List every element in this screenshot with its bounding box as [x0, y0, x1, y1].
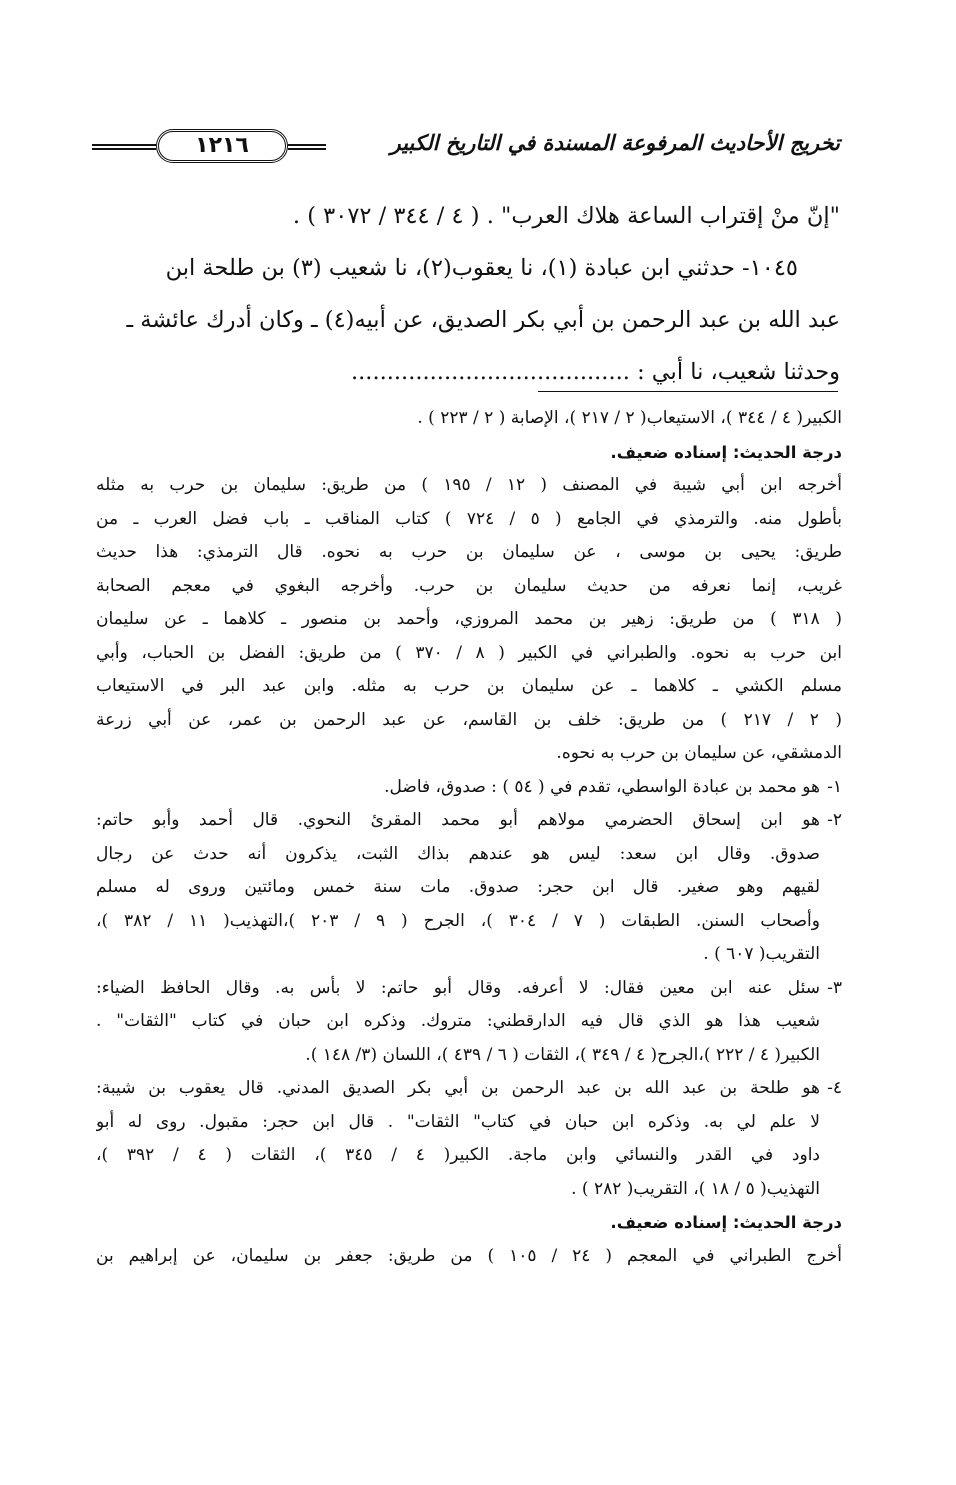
footnote-1 [96, 771, 842, 805]
takhrij-line: ابن حرب به نحوه. والطبراني في الكبير ( ٨ / ٣٧٠ ) من طريق: الفضل بن الحباب، وأبي [96, 642, 842, 663]
footnote-number: ٣- [827, 977, 842, 998]
hadith-grade-heading: درجة الحديث: إسناده ضعيف. [610, 1213, 842, 1232]
footnote-line: وأصحاب السنن. الطبقات ( ٧ / ٣٠٤ )، الجرح ( ٩ / ٢٠٣ )،التهذيب( ١١ / ٣٨٢ )، [96, 910, 820, 931]
footnote-line: التقريب( ٦٠٧ ) . [703, 944, 820, 964]
footnote-4 [96, 1072, 842, 1206]
footnote-line: داود في القدر والنسائي وابن ماجة. الكبير( ٤ / ٣٤٥ )، الثقات ( ٤ / ٣٩٢ )، [96, 1145, 820, 1165]
footnote-line: شعيب هذا هو الذي قال فيه الدارقطني: متروك. وذكره ابن حبان في كتاب "الثقات" . [96, 1011, 820, 1031]
main-text-line: "إنّ منْ إقتراب الساعة هلاك العرب" . ( ٤ / ٣٤٤ / ٣٠٧٢ ) . [292, 203, 840, 229]
header-rule-middle [288, 144, 326, 150]
hadith-1045-opening-line: ١٠٤٥- حدثني ابن عبادة (١)، نا يعقوب(٢)، نا شعيب (٣) بن طلحة ابن [165, 255, 798, 281]
references-line: الكبير( ٤ / ٣٤٤ )، الاستيعاب( ٢ / ٢١٧ )، الإصابة ( ٢ / ٢٢٣ ) . [417, 408, 842, 428]
takhrij-line: غريب، إنما نعرفه من حديث سليمان بن حرب. وأخرجه البغوي في معجم الصحابة [96, 575, 842, 596]
main-text [96, 190, 840, 398]
footnote-line: الكبير( ٤ / ٢٢٢ )،الجرح( ٤ / ٣٤٩ )، الثقات ( ٦ / ٤٣٩ )، اللسان (٣/ ١٤٨ ). [305, 1044, 820, 1065]
takhrij-line: أخرج الطبراني في المعجم ( ٢٤ / ١٠٥ ) من طريق: جعفر بن سليمان، عن إبراهيم بن [96, 1245, 842, 1266]
footnote-line: سئل عنه ابن معين فقال: لا أعرفه. وقال أبو حاتم: لا بأس به. وقال الحافظ الضياء: [96, 977, 820, 998]
header-rule-left [92, 144, 156, 150]
main-text-line: وحدثنا شعيب، نا أبي : ....................................... [350, 359, 840, 385]
takhrij-line: ( ٢ / ٢١٧ ) من طريق: خلف بن القاسم، عن عبد الرحمن بن عمر، عن أبي زرعة [96, 709, 842, 730]
footnote-number: ٤- [827, 1078, 842, 1098]
takhrij-line: أخرجه ابن أبي شيبة في المصنف ( ١٢ / ١٩٥ ) من طريق: سليمان بن حرب به مثله [96, 475, 842, 495]
footnote-line: هو طلحة بن عبد الله بن عبد الرحمن بن أبي بكر الصديق المدني. قال يعقوب بن شيبة: [96, 1078, 820, 1098]
footnote-line: صدوق. وقال ابن سعد: ليس هو عندهم بذاك الثبت، يذكرون أنه حدث عن رجال [96, 843, 820, 864]
footnote-line: لا علم لي به. وذكره ابن حبان في كتاب" الثقات" . قال ابن حجر: مقبول. روى له أبو [96, 1111, 820, 1132]
page-header [92, 126, 840, 170]
takhrij-line: بأطول منه. والترمذي في الجامع ( ٥ / ٧٢٤ ) كتاب المناقب ـ باب فضل العرب ـ من [96, 508, 842, 529]
page-number: ١٢١٦ [156, 129, 288, 163]
footnote-line: هو محمد بن عبادة الواسطي، تقدم في ( ٥٤ ) : صدوق، فاضل. [384, 776, 820, 797]
running-title: تخريج الأحاديث المرفوعة المسندة في التاريخ الكبير [390, 130, 840, 155]
footnote-2 [96, 804, 842, 972]
hadith-grade-heading: درجة الحديث: إسناده ضعيف. [610, 442, 842, 462]
footnote-number: ٢- [827, 810, 842, 830]
footnotes [96, 402, 842, 1273]
takhrij-paragraph [96, 469, 842, 771]
footnote-separator [538, 391, 838, 392]
takhrij-line: مسلم الكشي ـ كلاهما ـ عن سليمان بن حرب به مثله. وابن عبد البر في الاستيعاب [96, 676, 842, 696]
footnote-line: لقيهم وهو صغير. قال ابن حجر: صدوق. مات سنة خمس ومائتين وروى له مسلم [96, 877, 820, 897]
footnote-line: هو ابن إسحاق الحضرمي مولاهم أبو محمد المقرئ النحوي. قال أحمد وأبو حاتم: [96, 810, 820, 830]
takhrij-line: ( ٣١٨ ) من طريق: زهير بن محمد المروزي، وأحمد بن منصور ـ كلاهما ـ عن سليمان [96, 609, 842, 629]
main-text-line: عبد الله بن عبد الرحمن بن أبي بكر الصديق، عن أبيه(٤) ـ وكان أدرك عائشة ـ [126, 307, 840, 333]
footnote-number: ١- [827, 776, 842, 797]
takhrij-line: طريق: يحيى بن موسى ، عن سليمان بن حرب به نحوه. قال الترمذي: هذا حديث [96, 542, 842, 562]
footnote-3 [96, 972, 842, 1073]
footnote-line: التهذيب( ٥ / ١٨ )، التقريب( ٢٨٢ ) . [571, 1178, 820, 1199]
takhrij-line: الدمشقي، عن سليمان بن حرب به نحوه. [556, 743, 842, 763]
